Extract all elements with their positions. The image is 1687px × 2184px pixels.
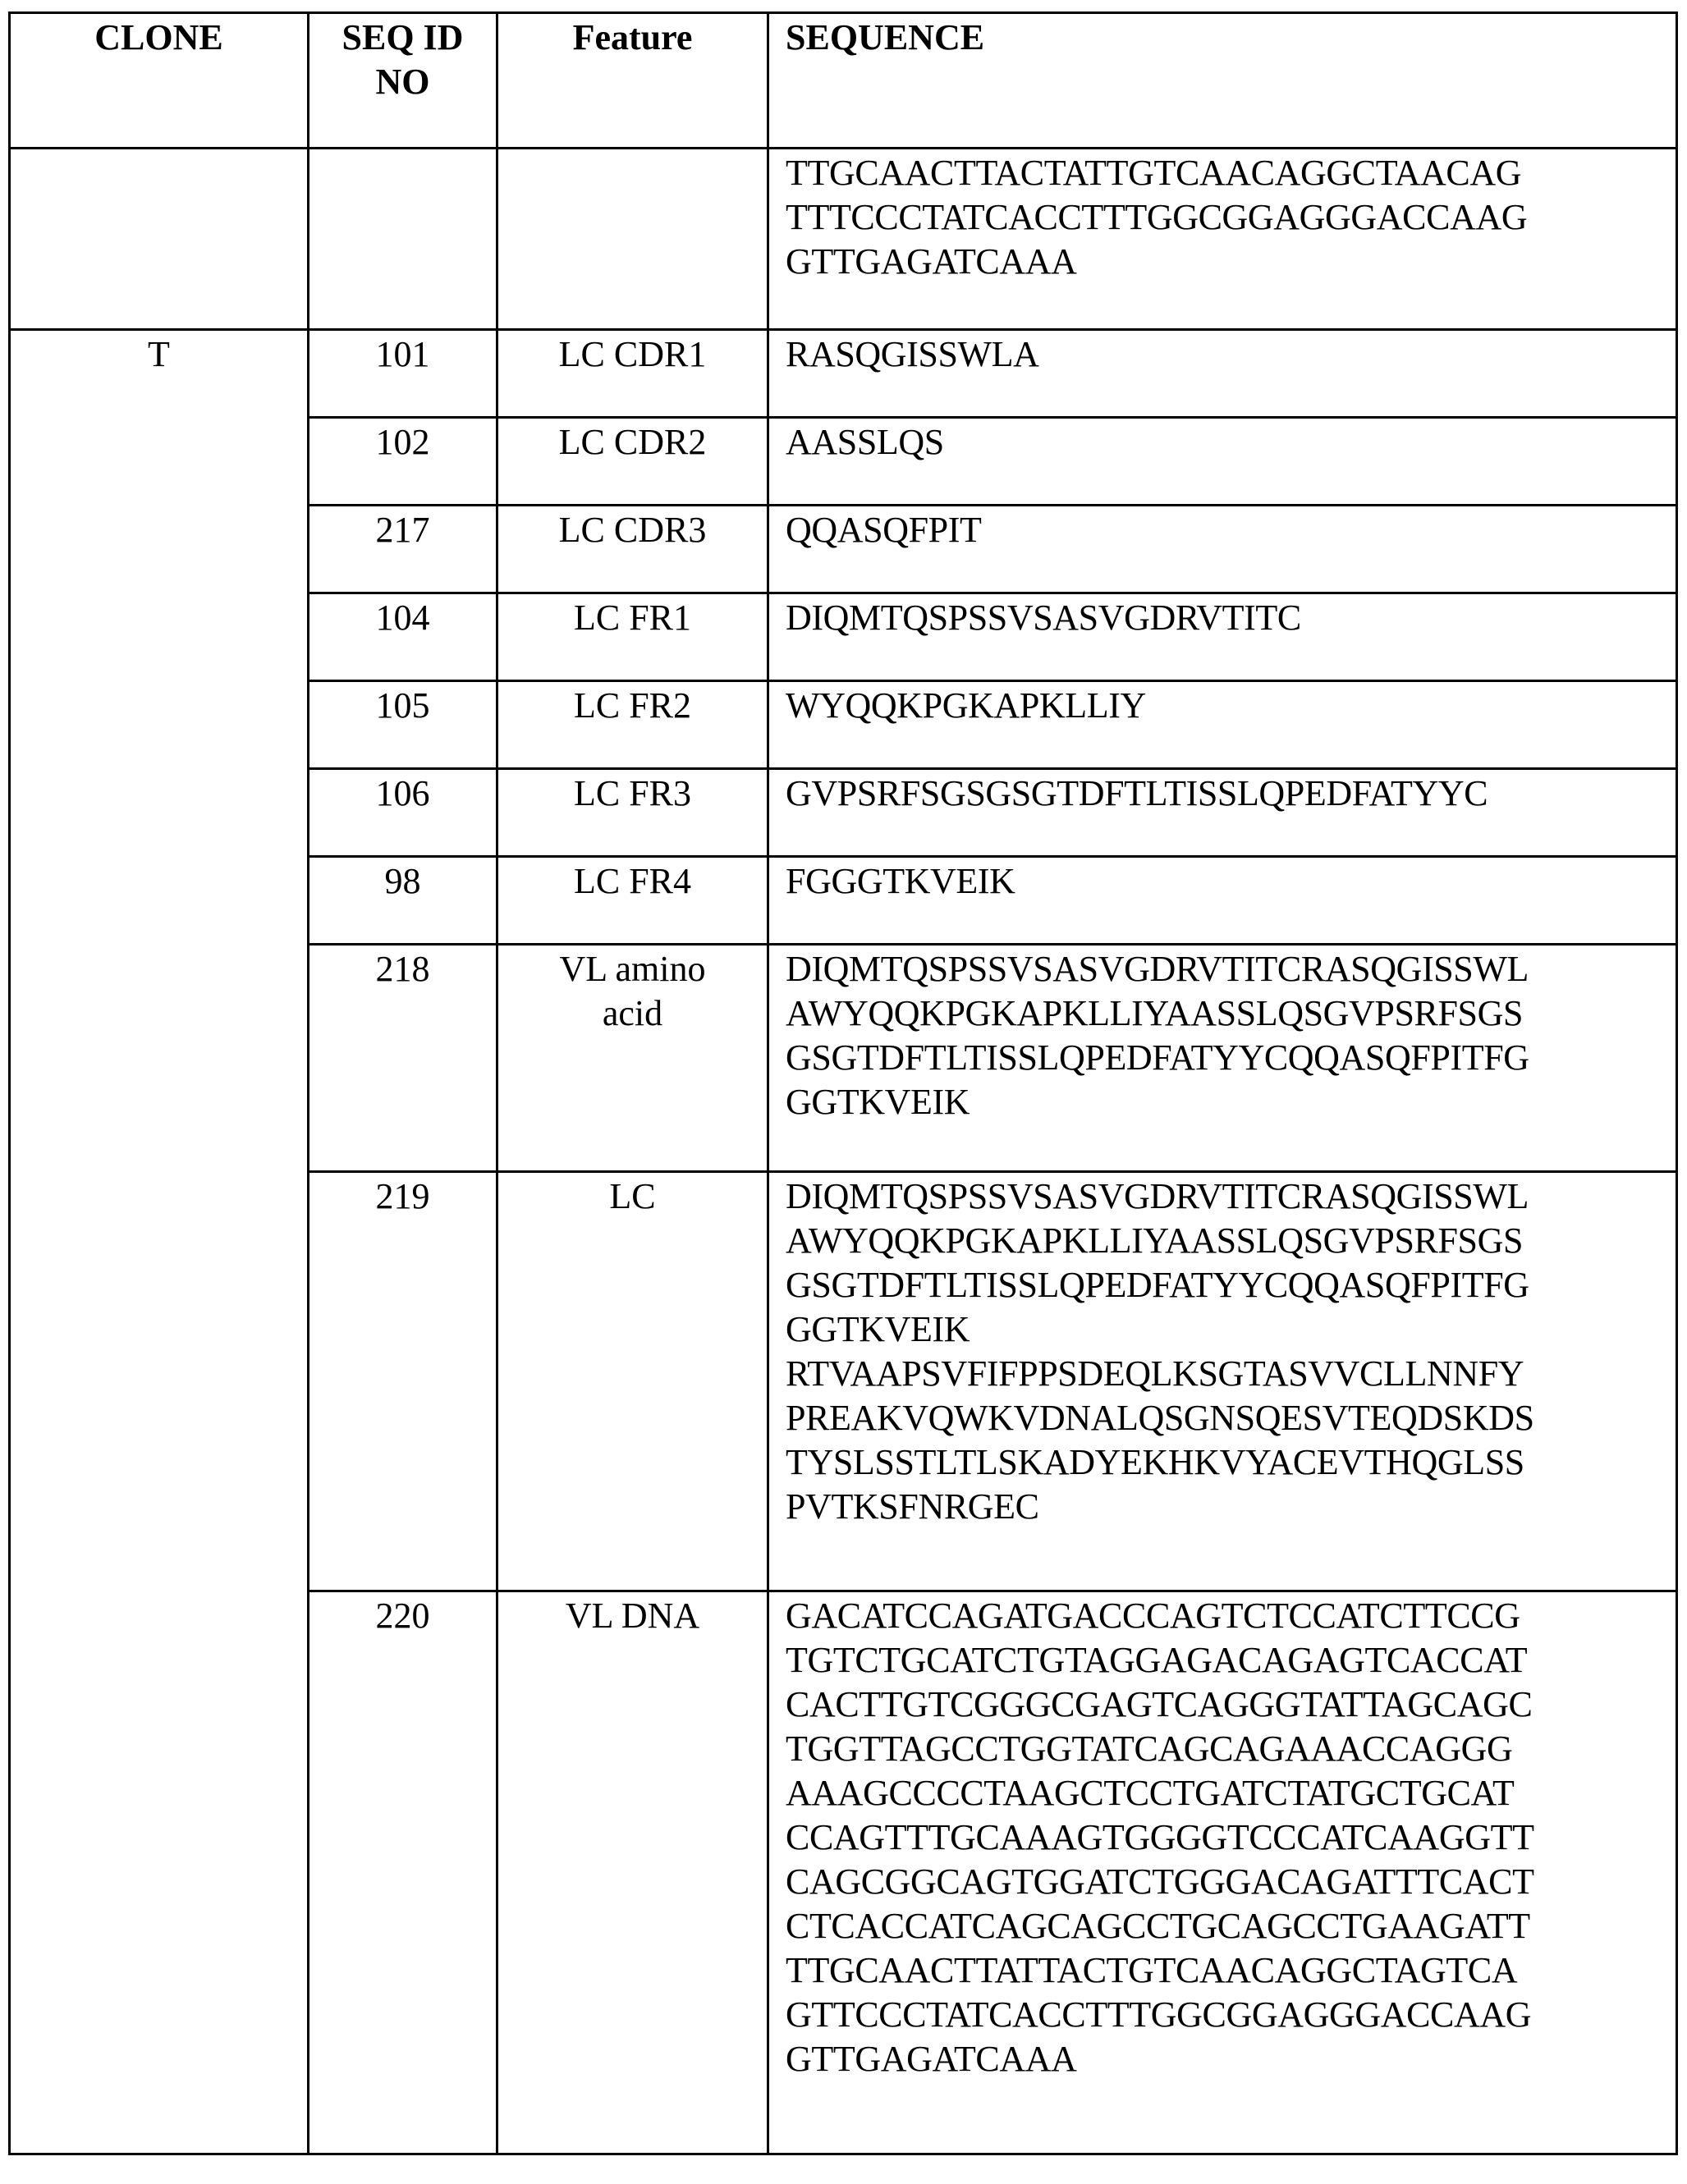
feature-label: LC FR2: [573, 685, 692, 726]
cell-feature: [497, 769, 768, 857]
sequence-line: AWYQQKPGKAPKLLIYAASSLQSGVPSRFSGS: [786, 1220, 1524, 1261]
header-feature: [497, 13, 768, 149]
feature-label: LC CDR3: [558, 510, 707, 550]
cell-sequence: [768, 506, 1677, 593]
feature-label: LC CDR2: [558, 422, 707, 462]
cell-seq-id: [309, 1172, 497, 1591]
cell-sequence: [768, 418, 1677, 506]
sequence-line: CAGCGGCAGTGGATCTGGGACAGATTTCACT: [786, 1861, 1534, 1902]
sequence-line: AASSLQS: [786, 422, 944, 462]
cell-sequence: [768, 330, 1677, 418]
feature-label: LC: [609, 1176, 656, 1216]
seq-id-value: 105: [375, 685, 430, 726]
sequence-line: GGTKVEIK: [786, 1082, 970, 1122]
sequence-line: WYQQKPGKAPKLLIY: [786, 685, 1146, 726]
cell-sequence: [768, 681, 1677, 769]
cell-feature: [497, 418, 768, 506]
sequence-line: PREAKVQWKVDNALQSGNSQESVTEQDSKDS: [786, 1398, 1534, 1438]
feature-label: LC FR1: [573, 598, 692, 638]
sequence-line: CCAGTTTGCAAAGTGGGGTCCCATCAAGGTT: [786, 1817, 1534, 1857]
sequence-line: GTTGAGATCAAA: [786, 241, 1077, 282]
sequence-line: CACTTGTCGGGCGAGTCAGGGTATTAGCAGC: [786, 1684, 1533, 1724]
header-seq-id-line1: SEQ ID: [342, 17, 464, 57]
cell-feature: [497, 506, 768, 593]
table-row-continuation: [10, 149, 1677, 330]
sequence-line: GACATCCAGATGACCCAGTCTCCATCTTCCG: [786, 1596, 1520, 1636]
cell-seq-id: [309, 330, 497, 418]
header-clone: [10, 13, 309, 149]
header-seq-id-line2: NO: [375, 62, 430, 102]
cell-feature: [497, 149, 768, 330]
cell-seq-id: [309, 418, 497, 506]
cell-seq-id: [309, 769, 497, 857]
cell-sequence: [768, 1591, 1677, 2154]
sequence-line: FGGGTKVEIK: [786, 861, 1015, 901]
sequence-line: RASQGISSWLA: [786, 334, 1039, 374]
table-row: [10, 330, 1677, 418]
feature-label-line: VL amino: [559, 949, 706, 989]
sequence-line: GGTKVEIK: [786, 1309, 970, 1349]
sequence-line: TGGTTAGCCTGGTATCAGCAGAAACCAGGG: [786, 1728, 1513, 1769]
cell-feature: [497, 1591, 768, 2154]
cell-seq-id: [309, 681, 497, 769]
cell-seq-id: [309, 149, 497, 330]
cell-feature: [497, 330, 768, 418]
seq-id-value: 218: [375, 949, 430, 989]
sequence-line: AWYQQKPGKAPKLLIYAASSLQSGVPSRFSGS: [786, 993, 1524, 1033]
feature-label: VL DNA: [565, 1596, 700, 1636]
sequence-line: TTTCCCTATCACCTTTGGCGGAGGGACCAAG: [786, 197, 1528, 237]
sequence-line: TTGCAACTTACTATTGTCAACAGGCTAACAG: [786, 153, 1522, 193]
cell-clone: [10, 149, 309, 330]
header-sequence: [768, 13, 1677, 149]
sequence-line: TYSLSSTLTLSKADYEKHKVYACEVTHQGLSS: [786, 1442, 1524, 1482]
feature-label: LC CDR1: [558, 334, 707, 374]
cell-seq-id: [309, 1591, 497, 2154]
sequence-line: DIQMTQSPSSVSASVGDRVTITCRASQGISSWL: [786, 1176, 1529, 1216]
seq-id-value: 220: [375, 1596, 430, 1636]
cell-feature: [497, 857, 768, 945]
sequence-line: PVTKSFNRGEC: [786, 1486, 1039, 1527]
sequence-line: DIQMTQSPSSVSASVGDRVTITCRASQGISSWL: [786, 949, 1529, 989]
cell-sequence: [768, 945, 1677, 1172]
cell-seq-id: [309, 945, 497, 1172]
cell-seq-id: [309, 857, 497, 945]
sequence-line: RTVAAPSVFIFPPSDEQLKSGTASVVCLLNNFY: [786, 1353, 1524, 1394]
sequence-line: CTCACCATCAGCAGCCTGCAGCCTGAAGATT: [786, 1906, 1530, 1946]
header-seq-id: [309, 13, 497, 149]
seq-id-value: 106: [375, 773, 430, 813]
seq-id-value: 98: [384, 861, 421, 901]
sequence-line: GTTGAGATCAAA: [786, 2039, 1077, 2079]
cell-seq-id: [309, 506, 497, 593]
sequence-line: TGTCTGCATCTGTAGGAGACAGAGTCACCAT: [786, 1640, 1528, 1680]
feature-label: LC FR4: [573, 861, 692, 901]
cell-sequence: [768, 857, 1677, 945]
seq-id-value: 104: [375, 598, 430, 638]
header-clone-label: CLONE: [94, 17, 223, 57]
sequence-line: GVPSRFSGSGSGTDFTLTISSLQPEDFATYYC: [786, 773, 1488, 813]
sequence-line: GSGTDFTLTISSLQPEDFATYYCQQASQFPITFG: [786, 1265, 1529, 1305]
sequence-line: AAAGCCCCTAAGCTCCTGATCTATGCTGCAT: [786, 1773, 1515, 1813]
cell-seq-id: [309, 593, 497, 681]
sequence-line: GSGTDFTLTISSLQPEDFATYYCQQASQFPITFG: [786, 1037, 1529, 1078]
seq-id-value: 217: [375, 510, 430, 550]
sequence-line: TTGCAACTTATTACTGTCAACAGGCTAGTCA: [786, 1950, 1518, 1990]
header-feature-label: Feature: [572, 17, 693, 57]
cell-sequence: [768, 593, 1677, 681]
sequence-line: GTTCCCTATCACCTTTGGCGGAGGGACCAAG: [786, 1994, 1532, 2035]
sequence-line: DIQMTQSPSSVSASVGDRVTITC: [786, 598, 1301, 638]
cell-clone-t: [10, 330, 309, 2154]
feature-label: LC FR3: [573, 773, 692, 813]
seq-id-value: 102: [375, 422, 430, 462]
clone-label: T: [148, 334, 170, 374]
seq-id-value: 101: [375, 334, 430, 374]
cell-feature: [497, 1172, 768, 1591]
feature-label-line: acid: [602, 993, 663, 1033]
sequence-line: QQASQFPIT: [786, 510, 982, 550]
seq-id-value: 219: [375, 1176, 430, 1216]
sequence-table: [8, 11, 1678, 2155]
cell-feature: [497, 681, 768, 769]
cell-feature: [497, 593, 768, 681]
cell-feature: [497, 945, 768, 1172]
header-sequence-label: SEQUENCE: [786, 17, 985, 57]
cell-sequence: [768, 1172, 1677, 1591]
table-header-row: [10, 13, 1677, 149]
cell-sequence: [768, 769, 1677, 857]
cell-sequence: [768, 149, 1677, 330]
